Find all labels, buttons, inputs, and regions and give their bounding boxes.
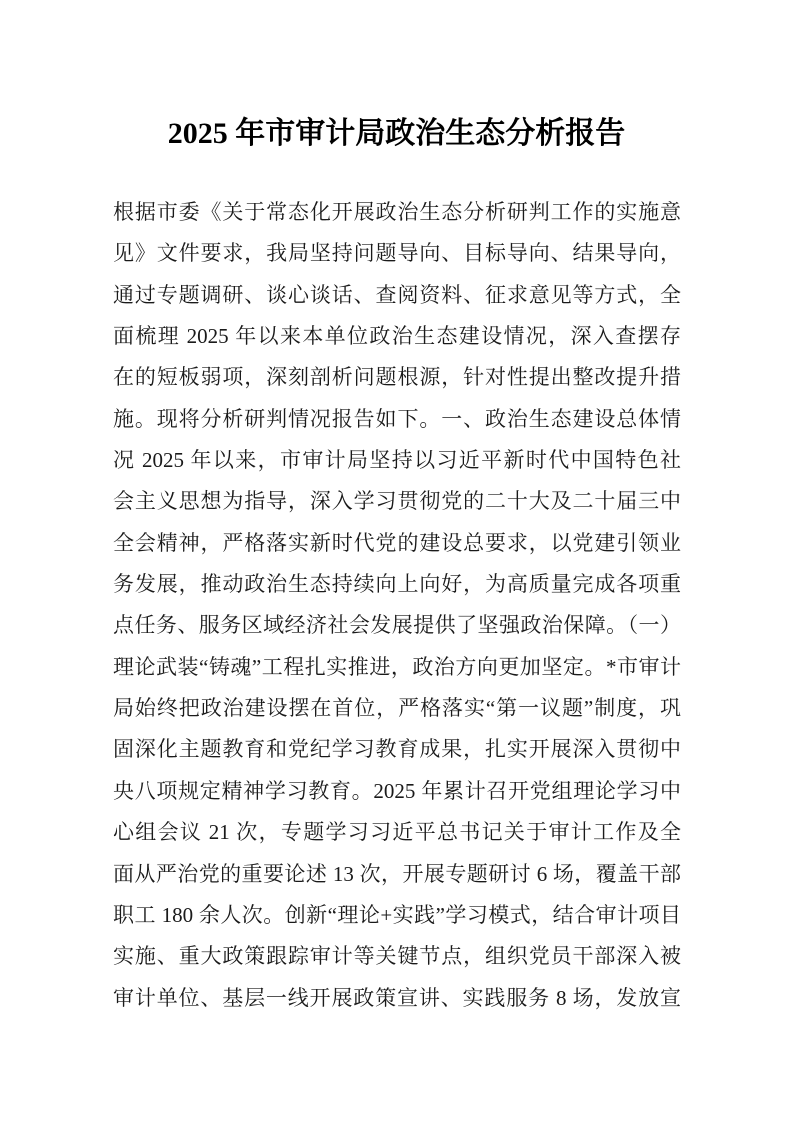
body-line: 见》文件要求，我局坚持问题导向、目标导向、结果导向，	[113, 241, 681, 266]
body-line: 央八项规定精神学习教育。2025 年累计召开党组理论学习中	[113, 778, 681, 803]
body-line: 固深化主题教育和党纪学习教育成果，扎实开展深入贯彻中	[113, 737, 681, 762]
body-line: 务发展，推动政治生态持续向上向好，为高质量完成各项重	[113, 572, 681, 597]
body-line: 局始终把政治建设摆在首位，严格落实“第一议题”制度，巩	[113, 696, 681, 721]
body-line: 全会精神，严格落实新时代党的建设总要求，以党建引领业	[113, 530, 681, 555]
body-line: 会主义思想为指导，深入学习贯彻党的二十大及二十届三中	[113, 489, 681, 514]
body-line: 况 2025 年以来，市审计局坚持以习近平新时代中国特色社	[113, 448, 681, 473]
document-title: 2025 年市审计局政治生态分析报告	[167, 117, 626, 150]
body-line: 实施、重大政策跟踪审计等关键节点，组织党员干部深入被	[113, 944, 681, 969]
body-line: 面梳理 2025 年以来本单位政治生态建设情况，深入查摆存	[113, 324, 681, 349]
body-line: 理论武装“铸魂”工程扎实推进，政治方向更加坚定。*市审计	[113, 654, 681, 679]
body-line: 在的短板弱项，深刻剖析问题根源，针对性提出整改提升措	[113, 365, 681, 390]
body-line: 通过专题调研、谈心谈话、查阅资料、征求意见等方式，全	[113, 282, 681, 307]
document-body	[113, 192, 681, 1019]
body-line: 面从严治党的重要论述 13 次，开展专题研讨 6 场，覆盖干部	[113, 861, 681, 886]
body-line: 审计单位、基层一线开展政策宣讲、实践服务 8 场，发放宣	[113, 985, 681, 1010]
body-line: 根据市委《关于常态化开展政治生态分析研判工作的实施意	[113, 200, 681, 224]
body-line: 职工 180 余人次。创新“理论+实践”学习模式，结合审计项目	[113, 902, 681, 927]
body-line: 施。现将分析研判情况报告如下。一、政治生态建设总体情	[113, 406, 681, 431]
body-line: 点任务、服务区域经济社会发展提供了坚强政治保障。（一）	[113, 613, 681, 638]
body-line: 心组会议 21 次，专题学习习近平总书记关于审计工作及全	[113, 820, 681, 845]
